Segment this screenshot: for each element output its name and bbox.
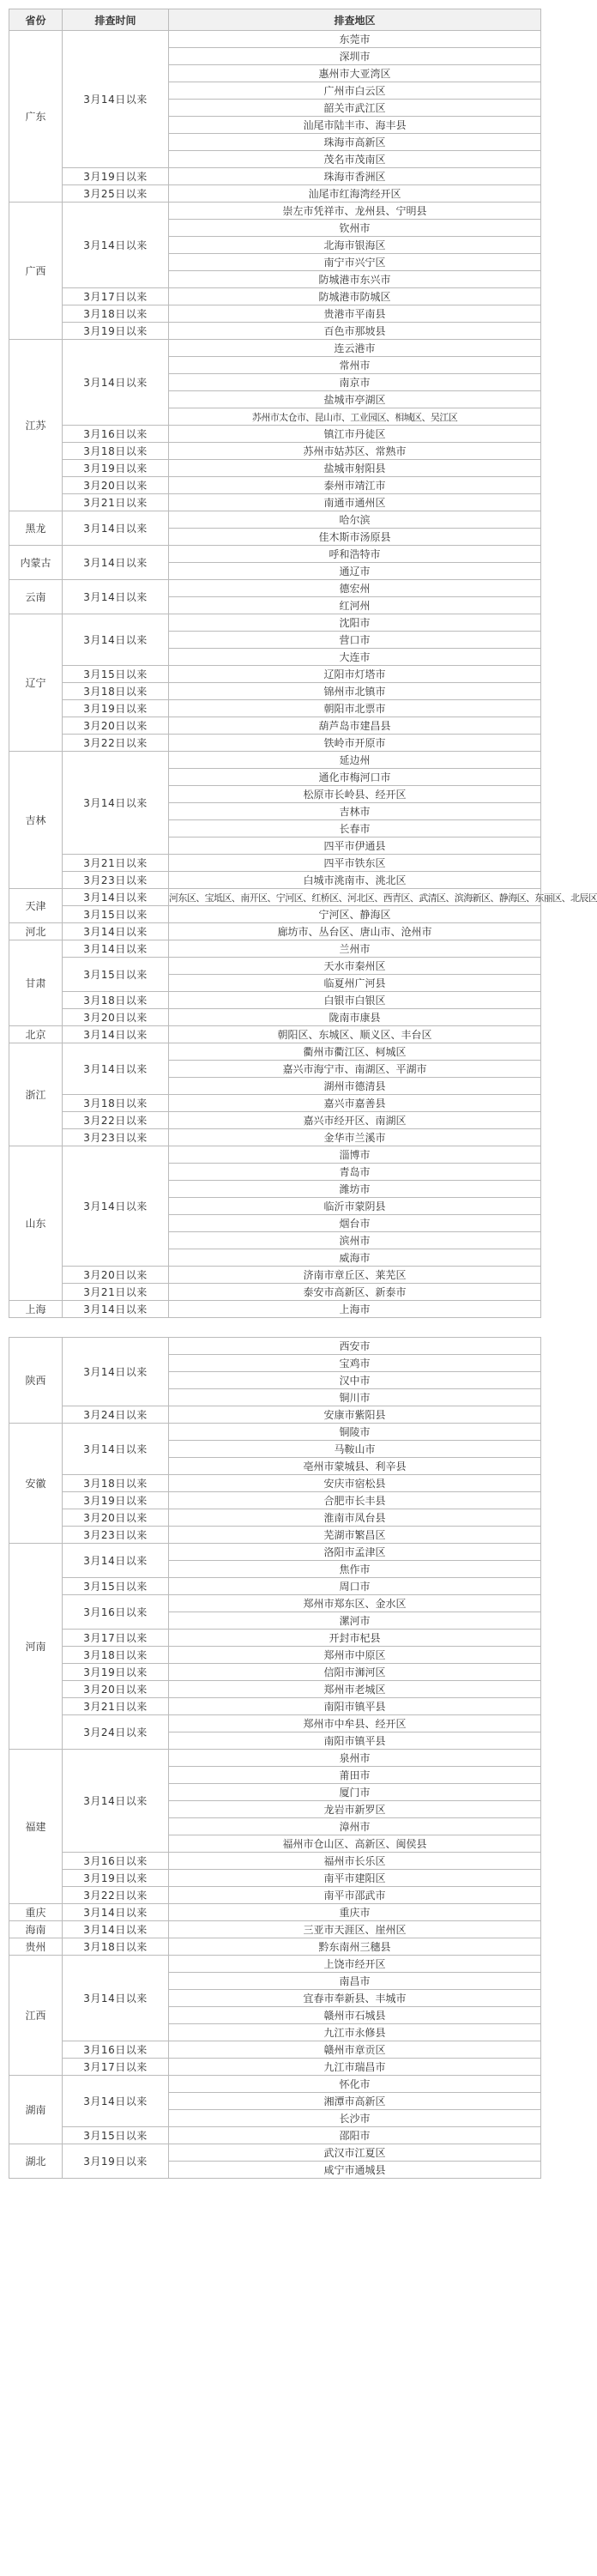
time-cell: 3月17日以来	[63, 1630, 169, 1647]
area-cell: 宁河区、静海区	[169, 906, 541, 923]
province-cell: 辽宁	[9, 614, 63, 752]
time-cell: 3月19日以来	[63, 700, 169, 717]
table-row	[9, 1095, 541, 1112]
table-row	[9, 2076, 541, 2093]
time-cell: 3月14日以来	[63, 1424, 169, 1475]
area-cell: 百色市那坡县	[169, 323, 541, 340]
time-cell: 3月17日以来	[63, 2059, 169, 2076]
area-cell: 茂名市茂南区	[169, 151, 541, 168]
table-row	[9, 683, 541, 700]
time-cell: 3月14日以来	[63, 31, 169, 168]
table-row	[9, 992, 541, 1009]
area-cell: 广州市白云区	[169, 82, 541, 100]
area-cell: 营口市	[169, 632, 541, 649]
time-cell: 3月20日以来	[63, 1509, 169, 1527]
area-cell: 长沙市	[169, 2110, 541, 2127]
time-cell: 3月14日以来	[63, 1750, 169, 1853]
time-cell: 3月15日以来	[63, 958, 169, 992]
province-cell: 广西	[9, 203, 63, 340]
time-cell: 3月23日以来	[63, 872, 169, 889]
area-cell: 朝阳市北票市	[169, 700, 541, 717]
time-cell: 3月25日以来	[63, 185, 169, 203]
table-row	[9, 940, 541, 958]
time-cell: 3月23日以来	[63, 1129, 169, 1146]
area-cell: 郑州市中牟县、经开区	[169, 1715, 541, 1732]
area-cell: 汕尾市红海湾经开区	[169, 185, 541, 203]
table-row	[9, 1424, 541, 1441]
area-cell: 防城港市防城区	[169, 288, 541, 305]
province-cell: 浙江	[9, 1043, 63, 1146]
table-row	[9, 1009, 541, 1026]
section-gap	[9, 1318, 541, 1338]
table-row	[9, 1887, 541, 1904]
area-cell: 天水市秦州区	[169, 958, 541, 975]
table-row	[9, 1301, 541, 1318]
table-row	[9, 460, 541, 477]
table-row	[9, 443, 541, 460]
table-row	[9, 1527, 541, 1544]
table-row	[9, 1681, 541, 1698]
area-cell: 洛阳市孟津区	[169, 1544, 541, 1561]
table-row	[9, 717, 541, 735]
area-cell: 盐城市亭湖区	[169, 391, 541, 408]
table-row	[9, 203, 541, 220]
province-cell: 湖南	[9, 2076, 63, 2144]
area-cell: 盐城市射阳县	[169, 460, 541, 477]
area-cell: 青岛市	[169, 1164, 541, 1181]
area-cell: 兰州市	[169, 940, 541, 958]
time-cell: 3月19日以来	[63, 168, 169, 185]
time-cell: 3月18日以来	[63, 1647, 169, 1664]
province-cell: 贵州	[9, 1938, 63, 1956]
time-cell: 3月18日以来	[63, 992, 169, 1009]
table-row	[9, 340, 541, 357]
area-cell: 四平市伊通县	[169, 838, 541, 855]
province-cell: 江苏	[9, 340, 63, 511]
area-cell: 珠海市高新区	[169, 134, 541, 151]
time-cell: 3月15日以来	[63, 2127, 169, 2144]
area-cell: 锦州市北镇市	[169, 683, 541, 700]
area-cell: 通化市梅河口市	[169, 769, 541, 786]
area-cell: 白城市洮南市、洮北区	[169, 872, 541, 889]
time-cell: 3月19日以来	[63, 1492, 169, 1509]
area-cell: 南阳市镇平县	[169, 1732, 541, 1750]
time-cell: 3月20日以来	[63, 477, 169, 494]
area-cell: 德宏州	[169, 580, 541, 597]
table-row	[9, 185, 541, 203]
area-cell: 嘉兴市嘉善县	[169, 1095, 541, 1112]
table-row	[9, 1853, 541, 1870]
area-cell: 白银市白银区	[169, 992, 541, 1009]
area-cell: 安康市紫阳县	[169, 1406, 541, 1424]
area-cell: 惠州市大亚湾区	[169, 65, 541, 82]
time-cell: 3月18日以来	[63, 1475, 169, 1492]
table-row	[9, 477, 541, 494]
area-cell: 赣州市章贡区	[169, 2041, 541, 2059]
area-cell: 常州市	[169, 357, 541, 374]
area-cell: 莆田市	[169, 1767, 541, 1784]
area-cell: 上海市	[169, 1301, 541, 1318]
area-cell: 深圳市	[169, 48, 541, 65]
area-cell: 钦州市	[169, 220, 541, 237]
time-cell: 3月14日以来	[63, 1338, 169, 1406]
time-cell: 3月15日以来	[63, 666, 169, 683]
time-cell: 3月14日以来	[63, 1956, 169, 2041]
area-cell: 朝阳区、东城区、顺义区、丰台区	[169, 1026, 541, 1043]
area-cell: 宜春市奉新县、丰城市	[169, 1990, 541, 2007]
header-province: 省份	[9, 9, 63, 31]
area-cell: 信阳市浉河区	[169, 1664, 541, 1681]
area-cell: 淄博市	[169, 1146, 541, 1164]
table-row	[9, 1698, 541, 1715]
area-cell: 南宁市兴宁区	[169, 254, 541, 271]
area-cell: 河东区、宝坻区、南开区、宁河区、红桥区、河北区、西青区、武清区、滨海新区、静海区、东丽区、北辰区	[169, 889, 541, 906]
area-cell: 嘉兴市海宁市、南湖区、平湖市	[169, 1061, 541, 1078]
area-cell: 通辽市	[169, 563, 541, 580]
table-row	[9, 855, 541, 872]
table-row	[9, 752, 541, 769]
time-cell: 3月23日以来	[63, 1527, 169, 1544]
area-cell: 大连市	[169, 649, 541, 666]
area-cell: 武汉市江夏区	[169, 2144, 541, 2162]
table-row	[9, 1595, 541, 1612]
province-cell: 湖北	[9, 2144, 63, 2179]
area-cell: 郑州市老城区	[169, 1681, 541, 1698]
area-cell: 延边州	[169, 752, 541, 769]
screening-table	[9, 9, 597, 2179]
time-cell: 3月14日以来	[63, 889, 169, 906]
area-cell: 漳州市	[169, 1818, 541, 1835]
time-cell: 3月21日以来	[63, 855, 169, 872]
area-cell: 苏州市姑苏区、常熟市	[169, 443, 541, 460]
area-cell: 邵阳市	[169, 2127, 541, 2144]
area-cell: 四平市铁东区	[169, 855, 541, 872]
province-cell: 天津	[9, 889, 63, 923]
table-row	[9, 1630, 541, 1647]
area-cell: 西安市	[169, 1338, 541, 1355]
area-cell: 亳州市蒙城县、利辛县	[169, 1458, 541, 1475]
time-cell: 3月14日以来	[63, 1043, 169, 1095]
header-row	[9, 9, 541, 31]
area-cell: 合肥市长丰县	[169, 1492, 541, 1509]
province-cell: 福建	[9, 1750, 63, 1904]
area-cell: 南通市通州区	[169, 494, 541, 511]
area-cell: 汉中市	[169, 1372, 541, 1389]
area-cell: 佳木斯市汤原县	[169, 529, 541, 546]
time-cell: 3月17日以来	[63, 288, 169, 305]
table-row	[9, 31, 541, 48]
time-cell: 3月20日以来	[63, 717, 169, 735]
table-row	[9, 1043, 541, 1061]
area-cell: 漯河市	[169, 1612, 541, 1630]
table-row	[9, 1475, 541, 1492]
table-row	[9, 323, 541, 340]
table-row	[9, 958, 541, 975]
table-row	[9, 1112, 541, 1129]
time-cell: 3月22日以来	[63, 1887, 169, 1904]
table-row	[9, 1129, 541, 1146]
area-cell: 南阳市镇平县	[169, 1698, 541, 1715]
table-row	[9, 1750, 541, 1767]
table-row	[9, 1938, 541, 1956]
area-cell: 郑州市郑东区、金水区	[169, 1595, 541, 1612]
province-cell: 甘肃	[9, 940, 63, 1026]
area-cell: 金华市兰溪市	[169, 1129, 541, 1146]
province-cell: 河南	[9, 1544, 63, 1750]
area-cell: 九江市永修县	[169, 2024, 541, 2041]
area-cell: 泰州市靖江市	[169, 477, 541, 494]
table-row	[9, 1647, 541, 1664]
time-cell: 3月19日以来	[63, 2144, 169, 2179]
time-cell: 3月18日以来	[63, 683, 169, 700]
area-cell: 潍坊市	[169, 1181, 541, 1198]
area-cell: 重庆市	[169, 1904, 541, 1921]
table-row	[9, 923, 541, 940]
table-row	[9, 1267, 541, 1284]
table-row	[9, 1715, 541, 1732]
time-cell: 3月21日以来	[63, 1698, 169, 1715]
time-cell: 3月14日以来	[63, 752, 169, 855]
province-cell: 吉林	[9, 752, 63, 889]
time-cell: 3月14日以来	[63, 546, 169, 580]
province-cell: 广东	[9, 31, 63, 203]
area-cell: 咸宁市通城县	[169, 2162, 541, 2179]
area-cell: 红河州	[169, 597, 541, 614]
time-cell: 3月18日以来	[63, 1095, 169, 1112]
area-cell: 马鞍山市	[169, 1441, 541, 1458]
section-gap-cell	[9, 1318, 541, 1338]
area-cell: 福州市长乐区	[169, 1853, 541, 1870]
time-cell: 3月20日以来	[63, 1267, 169, 1284]
table-row	[9, 305, 541, 323]
header-time: 排查时间	[63, 9, 169, 31]
area-cell: 北海市银海区	[169, 237, 541, 254]
header-area: 排查地区	[169, 9, 541, 31]
area-cell: 防城港市东兴市	[169, 271, 541, 288]
area-cell: 龙岩市新罗区	[169, 1801, 541, 1818]
time-cell: 3月14日以来	[63, 2076, 169, 2127]
table-row	[9, 1338, 541, 1355]
table-row	[9, 1578, 541, 1595]
time-cell: 3月16日以来	[63, 1595, 169, 1630]
area-cell: 贵港市平南县	[169, 305, 541, 323]
area-cell: 上饶市经开区	[169, 1956, 541, 1973]
time-cell: 3月14日以来	[63, 923, 169, 940]
area-cell: 泉州市	[169, 1750, 541, 1767]
area-cell: 芜湖市繁昌区	[169, 1527, 541, 1544]
table-row	[9, 1026, 541, 1043]
area-cell: 陇南市康县	[169, 1009, 541, 1026]
table-row	[9, 889, 541, 906]
area-cell: 济南市章丘区、莱芜区	[169, 1267, 541, 1284]
table-row	[9, 168, 541, 185]
time-cell: 3月14日以来	[63, 1904, 169, 1921]
table-row	[9, 1406, 541, 1424]
province-cell: 重庆	[9, 1904, 63, 1921]
province-cell: 海南	[9, 1921, 63, 1938]
area-cell: 珠海市香洲区	[169, 168, 541, 185]
area-cell: 南平市邵武市	[169, 1887, 541, 1904]
area-cell: 泰安市高新区、新泰市	[169, 1284, 541, 1301]
area-cell: 廊坊市、丛台区、唐山市、沧州市	[169, 923, 541, 940]
area-cell: 宝鸡市	[169, 1355, 541, 1372]
table-row	[9, 1544, 541, 1561]
area-cell: 呼和浩特市	[169, 546, 541, 563]
table-row	[9, 2059, 541, 2076]
area-cell: 铜陵市	[169, 1424, 541, 1441]
province-cell: 上海	[9, 1301, 63, 1318]
area-cell: 开封市杞县	[169, 1630, 541, 1647]
table-row	[9, 511, 541, 529]
province-cell: 山东	[9, 1146, 63, 1301]
time-cell: 3月14日以来	[63, 580, 169, 614]
time-cell: 3月14日以来	[63, 511, 169, 546]
time-cell: 3月14日以来	[63, 203, 169, 288]
area-cell: 赣州市石城县	[169, 2007, 541, 2024]
table-row	[9, 2144, 541, 2162]
area-cell: 衢州市衢江区、柯城区	[169, 1043, 541, 1061]
province-cell: 安徽	[9, 1424, 63, 1544]
area-cell: 辽阳市灯塔市	[169, 666, 541, 683]
time-cell: 3月22日以来	[63, 1112, 169, 1129]
province-cell: 云南	[9, 580, 63, 614]
time-cell: 3月15日以来	[63, 1578, 169, 1595]
time-cell: 3月18日以来	[63, 305, 169, 323]
table-body	[9, 31, 597, 2179]
province-cell: 北京	[9, 1026, 63, 1043]
area-cell: 南平市建阳区	[169, 1870, 541, 1887]
table-row	[9, 580, 541, 597]
area-cell: 威海市	[169, 1249, 541, 1267]
area-cell: 福州市仓山区、高新区、闽侯县	[169, 1835, 541, 1853]
table-row	[9, 614, 541, 632]
area-cell: 三亚市天涯区、崖州区	[169, 1921, 541, 1938]
table-row	[9, 1146, 541, 1164]
table-row	[9, 1870, 541, 1887]
area-cell: 东莞市	[169, 31, 541, 48]
time-cell: 3月18日以来	[63, 443, 169, 460]
table-row	[9, 872, 541, 889]
province-cell: 内蒙古	[9, 546, 63, 580]
table-row	[9, 546, 541, 563]
time-cell: 3月14日以来	[63, 1544, 169, 1578]
table-row	[9, 666, 541, 683]
table-row	[9, 1664, 541, 1681]
area-cell: 滨州市	[169, 1232, 541, 1249]
area-cell: 苏州市太仓市、昆山市、工业园区、相城区、吴江区	[169, 408, 541, 426]
province-cell: 江西	[9, 1956, 63, 2076]
table-row	[9, 494, 541, 511]
area-cell: 厦门市	[169, 1784, 541, 1801]
time-cell: 3月19日以来	[63, 1664, 169, 1681]
area-cell: 汕尾市陆丰市、海丰县	[169, 117, 541, 134]
time-cell: 3月16日以来	[63, 2041, 169, 2059]
time-cell: 3月14日以来	[63, 1146, 169, 1267]
area-cell: 吉林市	[169, 803, 541, 820]
time-cell: 3月22日以来	[63, 735, 169, 752]
time-cell: 3月20日以来	[63, 1009, 169, 1026]
area-cell: 安庆市宿松县	[169, 1475, 541, 1492]
screening-table-sheet	[9, 9, 597, 2179]
province-cell: 黑龙	[9, 511, 63, 546]
time-cell: 3月14日以来	[63, 340, 169, 426]
time-cell: 3月21日以来	[63, 1284, 169, 1301]
table-row	[9, 1921, 541, 1938]
table-row	[9, 906, 541, 923]
table-row	[9, 2127, 541, 2144]
table-row	[9, 1284, 541, 1301]
time-cell: 3月16日以来	[63, 426, 169, 443]
area-cell: 铜川市	[169, 1389, 541, 1406]
time-cell: 3月21日以来	[63, 494, 169, 511]
area-cell: 焦作市	[169, 1561, 541, 1578]
area-cell: 连云港市	[169, 340, 541, 357]
time-cell: 3月19日以来	[63, 1870, 169, 1887]
area-cell: 临夏州广河县	[169, 975, 541, 992]
time-cell: 3月14日以来	[63, 1301, 169, 1318]
table-row	[9, 288, 541, 305]
table-row	[9, 1904, 541, 1921]
area-cell: 镇江市丹徒区	[169, 426, 541, 443]
area-cell: 沈阳市	[169, 614, 541, 632]
time-cell: 3月24日以来	[63, 1715, 169, 1750]
time-cell: 3月18日以来	[63, 1938, 169, 1956]
time-cell: 3月15日以来	[63, 906, 169, 923]
province-cell: 河北	[9, 923, 63, 940]
table-row	[9, 1956, 541, 1973]
area-cell: 韶关市武江区	[169, 100, 541, 117]
area-cell: 南昌市	[169, 1973, 541, 1990]
time-cell: 3月19日以来	[63, 460, 169, 477]
area-cell: 怀化市	[169, 2076, 541, 2093]
table-row	[9, 1492, 541, 1509]
area-cell: 九江市瑞昌市	[169, 2059, 541, 2076]
area-cell: 黔东南州三穗县	[169, 1938, 541, 1956]
area-cell: 郑州市中原区	[169, 1647, 541, 1664]
area-cell: 临沂市蒙阴县	[169, 1198, 541, 1215]
area-cell: 湘潭市高新区	[169, 2093, 541, 2110]
area-cell: 长春市	[169, 820, 541, 838]
table-row	[9, 1509, 541, 1527]
area-cell: 铁岭市开原市	[169, 735, 541, 752]
time-cell: 3月19日以来	[63, 323, 169, 340]
area-cell: 葫芦岛市建昌县	[169, 717, 541, 735]
time-cell: 3月16日以来	[63, 1853, 169, 1870]
time-cell: 3月14日以来	[63, 614, 169, 666]
time-cell: 3月14日以来	[63, 940, 169, 958]
province-cell: 陕西	[9, 1338, 63, 1424]
time-cell: 3月14日以来	[63, 1026, 169, 1043]
area-cell: 南京市	[169, 374, 541, 391]
table-row	[9, 426, 541, 443]
area-cell: 湖州市德清县	[169, 1078, 541, 1095]
time-cell: 3月24日以来	[63, 1406, 169, 1424]
table-row	[9, 735, 541, 752]
area-cell: 哈尔滨	[169, 511, 541, 529]
area-cell: 淮南市凤台县	[169, 1509, 541, 1527]
area-cell: 周口市	[169, 1578, 541, 1595]
table-row	[9, 2041, 541, 2059]
table-row	[9, 700, 541, 717]
area-cell: 嘉兴市经开区、南湖区	[169, 1112, 541, 1129]
time-cell: 3月20日以来	[63, 1681, 169, 1698]
area-cell: 烟台市	[169, 1215, 541, 1232]
time-cell: 3月14日以来	[63, 1921, 169, 1938]
area-cell: 松原市长岭县、经开区	[169, 786, 541, 803]
area-cell: 崇左市凭祥市、龙州县、宁明县	[169, 203, 541, 220]
